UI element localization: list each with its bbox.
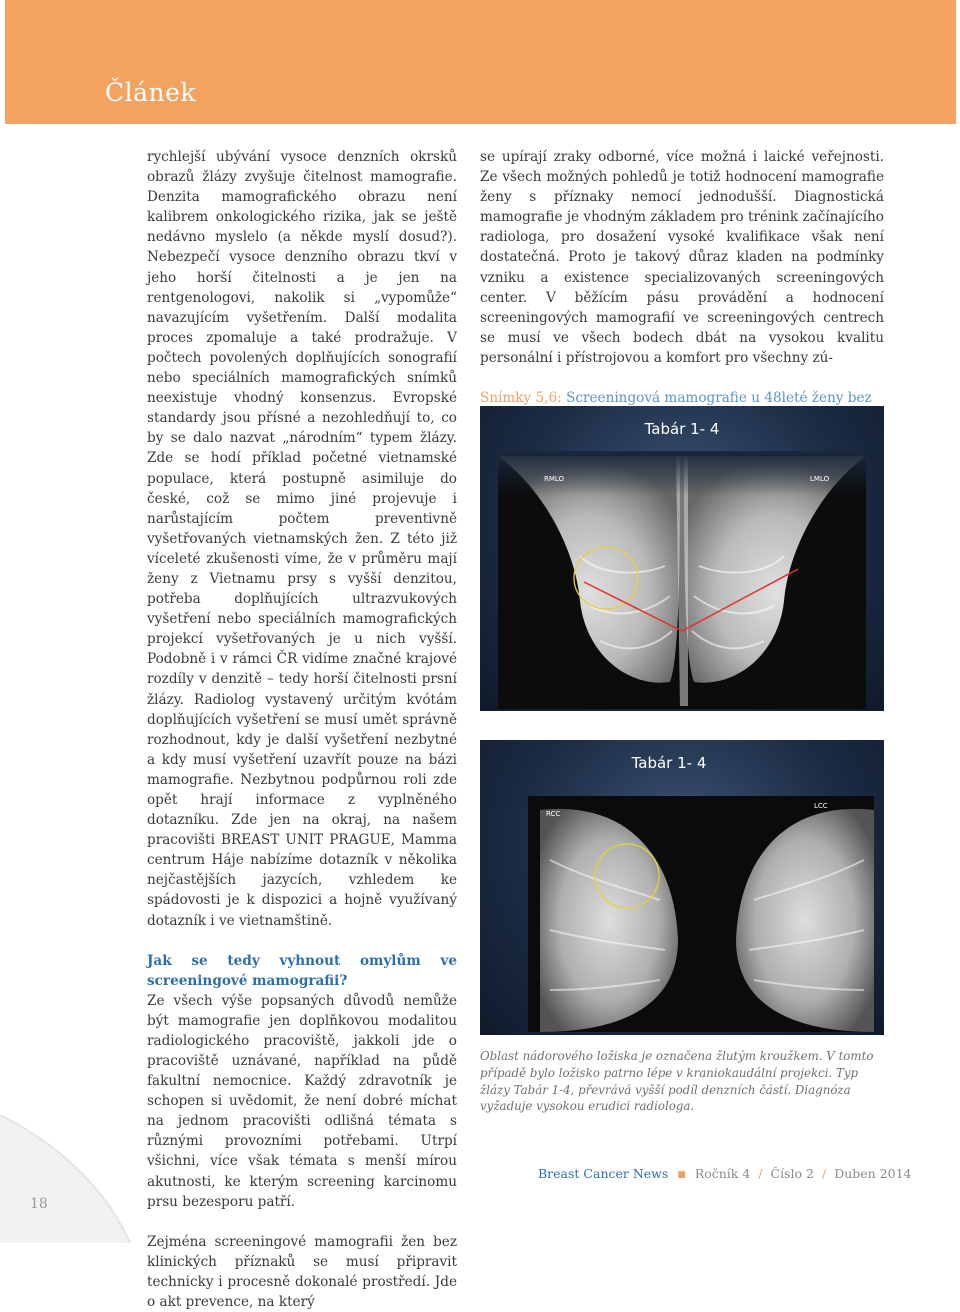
journal-name: Breast Cancer News [538, 1166, 669, 1181]
separator: / [821, 1166, 827, 1181]
mammogram-cc-drawing [480, 740, 884, 1035]
view-tag-lcc: LCC [814, 802, 828, 810]
figure-caption-text: Screeningová mamografie u 48leté ženy bez [566, 390, 872, 407]
footer [538, 1166, 912, 1181]
mammogram-mlo-drawing [480, 406, 884, 711]
page-curl-decoration [0, 1115, 140, 1243]
page-number: 18 [30, 1196, 48, 1212]
mammogram-cc-image [480, 740, 884, 1035]
image-note: Oblast nádorového ložiska je označena žlutým kroužkem. V tomto případě bylo ložisko patrno lépe v kraniokaudální projekci. Typ žlázy Tabár 1-4, převrává vyšší podíl denzních částí. Diagnóza vyžaduje vysokou erudici radiologa. [480, 1049, 874, 1114]
view-tag-lmlo: LMLO [810, 475, 830, 483]
body-paragraph: rychlejší ubývání vysoce denzních okrsků obrazů žlázy zvyšuje čitelnost mamografie. Denzita mamografického obrazu není kalibrem onkologického rizika, jak se ještě nedávno myslelo (a někde myslí dosud?). Nebezpečí vysoce denzního obrazu tkví v jeho horší čitelnosti a je jen na rentgenologovi, nakolik si „vypomůže“ navazujícím vyšetřením. Další modalita proces zpomaluje a také prodražuje. V počtech povolených doplňujících sonografií nebo speciálních mamografických snímků neexistuje vhodný konsenzus. Evropské standardy jsou přísné a nezohledňují to, co by se dalo nazvat „národním“ typem žlázy. Zde se hodí příklad početné vietnamské populace, která postupně asimiluje do české, což se mimo jiné projevuje i narůstajícím počtem preventivně vyšetřovaných vietnamských žen. Z této již víceleté zkušenosti víme, že v průměru mají ženy z Vietnamu prsy s vyšší denzitou, potřeba doplňujících ultrazvukových vyšetření nebo speciálních mamografických projekcí vyšetřovaných je u nich vyšší. Podobně i v rámci ČR vidíme značné krajové rozdíly v denzitě – tedy horší čitelnosti prsní žlázy. Radiolog vystavený určitým kvótám doplňujících vyšetření se musí umět správně rozhodnout, kdy je další vyšetření nezbytné a kdy musí vyšetření uzavřít pouze na bázi mamografie. Nezbytnou podpůrnou roli zde opět hrají informace z vyplněného dotazníku. Zde jen na okraj, na našem pracovišti BREAST UNIT PRAGUE, Mamma centrum Háje nabízíme dotazník v několika nejčastějších jazycích, vzhledem ke spádovosti je k dispozici a hojně využívaný dotazník i ve vietnamštině. [147, 149, 457, 929]
body-paragraph: Zejména screeningové mamografii žen bez klinických příznaků se musí připravit technicky i procesně dokonalé prostředí. Jde o akt prevence, na který [147, 1233, 457, 1310]
separator: / [758, 1166, 763, 1181]
right-column [480, 147, 884, 428]
view-tag-rmlo: RMLO [544, 475, 565, 483]
square-separator-icon: ■ [677, 1170, 686, 1180]
section-subheading: Jak se tedy vyhnout omylům ve screeningové mamografii? [147, 952, 457, 989]
image-label: Tabár 1- 4 [644, 420, 720, 438]
issue: Číslo 2 [770, 1166, 814, 1181]
figure-caption-lead: Snímky 5,6: [480, 390, 562, 407]
left-column [147, 147, 457, 1312]
mammogram-mlo-image [480, 406, 884, 711]
body-paragraph: se upírají zraky odborné, více možná i laické veřejnosti. Ze všech možných pohledů je totiž hodnocení mamografie ženy s příznaky nemocí jednodušší. Diagnostická mamografie je vhodným základem pro trénink začínajícího radiologa, pro dosažení vysoké kvalifikace však není dostatečná. Proto je takový důraz kladen na podmínky vzniku a existence specializovaných screeningových center. V běžícím pásu provádění a hodnocení screeningových mamografií ve screeningových centrech se musí ve všech bodech dbát na vysokou kvalitu personální i přístrojovou a komfort pro všechny zú- [480, 149, 884, 366]
volume: Ročník 4 [694, 1166, 751, 1181]
view-tag-rcc: RCC [546, 810, 561, 818]
date: Duben 2014 [834, 1166, 912, 1181]
body-paragraph: Ze všech výše popsaných důvodů nemůže být mamografie jen doplňkovou modalitou radiologického pracoviště, jakkoli jde o pracoviště uznávané, například na půdě fakultní nemocnice. Každý zdravotník je schopen si uvědomit, že není dobré míchat na jednom pracovišti odlišná témata s různými provozními potřebami. Utrpí všichni, více však témata s menší mírou akutnosti, ke kterým screening karcinomu prsu bezesporu patří. [147, 992, 457, 1210]
section-title: Článek [105, 78, 197, 107]
header-band [5, 0, 956, 124]
image-label: Tabár 1- 4 [631, 754, 707, 772]
